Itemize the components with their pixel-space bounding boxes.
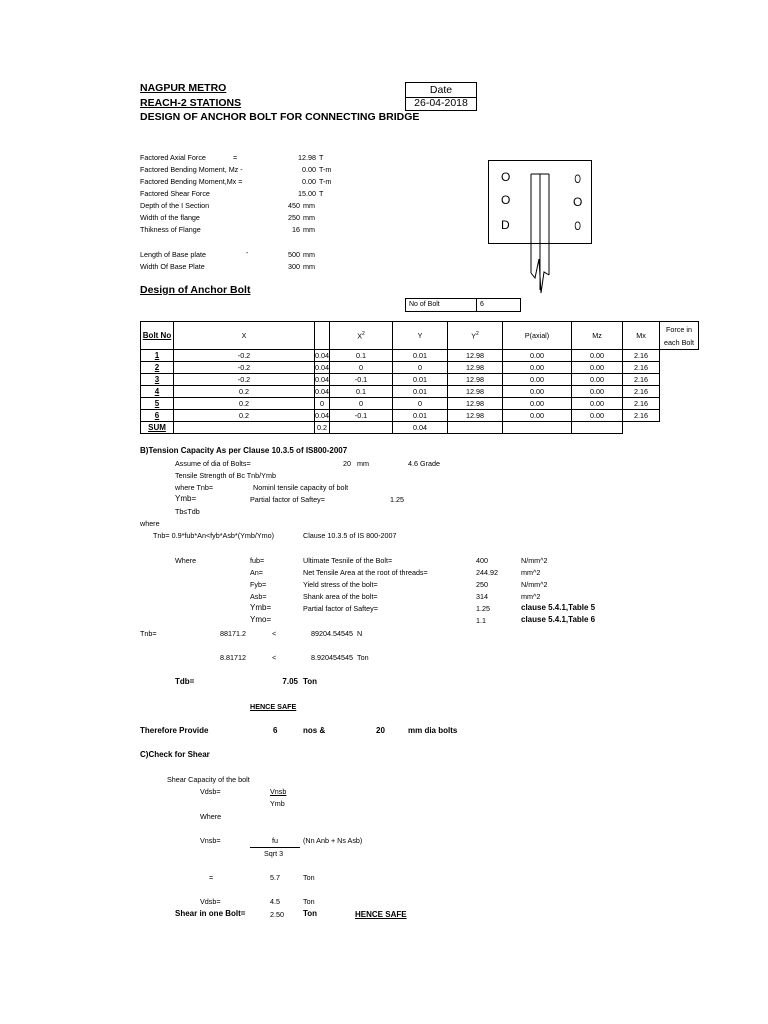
provide-count: 6 — [273, 726, 278, 735]
tnb-value-ton: 8.81712 — [220, 653, 246, 662]
table-cell: 0.00 — [572, 398, 623, 410]
table-header-row — [141, 322, 699, 350]
input-label: Factored Shear Force — [140, 189, 210, 198]
less-than: < — [272, 629, 277, 638]
equals-sign: = — [209, 873, 214, 882]
table-cell: 0.2 — [315, 422, 330, 434]
table-cell: 12.98 — [448, 374, 503, 386]
table-cell: -0.2 — [174, 350, 315, 362]
column-header: $X^2$ — [330, 322, 393, 350]
input-label: Length of Base plate — [140, 250, 206, 259]
tnb-value-n: 88171.2 — [220, 629, 246, 638]
vnsb-value: 5.7 — [270, 873, 280, 882]
input-label: Factored Bending Moment, Mz - — [140, 165, 243, 174]
tnb-unit-n: N — [357, 629, 363, 638]
table-cell: 0.04 — [393, 422, 448, 434]
vnsb-label: Vnsb= — [200, 836, 221, 845]
tnb-unit-ton: Ton — [357, 653, 369, 662]
provide-nos: nos & — [303, 726, 326, 735]
input-value: 15.00 — [298, 189, 316, 198]
input-unit: mm — [303, 225, 315, 234]
tnb-limit-n: 89204.54545 — [311, 629, 353, 638]
ymb-label: Ymb= — [175, 494, 197, 503]
shear-formula: (Nn Anb + Ns Asb) — [303, 836, 363, 845]
input-unit: mm — [303, 250, 315, 259]
no-of-bolt-label: No of Bolt — [409, 301, 440, 308]
table-cell — [330, 422, 393, 434]
document-title: DESIGN OF ANCHOR BOLT FOR CONNECTING BRIDGE — [140, 111, 420, 123]
table-cell: 0.00 — [572, 410, 623, 422]
input-sep: = — [233, 153, 238, 162]
ymb-desc: Partial factor of Saftey= — [250, 495, 325, 504]
shear-one-bolt-unit: Ton — [303, 909, 318, 918]
table-cell: 0 — [315, 398, 330, 410]
vdsb-unit: Ton — [303, 897, 315, 906]
table-cell: 0.00 — [503, 362, 572, 374]
table-cell: -0.2 — [174, 374, 315, 386]
bolt-hole-mark: O — [501, 193, 511, 207]
param-symbol: An= — [250, 568, 263, 577]
param-symbol: Asb= — [250, 592, 267, 601]
param-reference: clause 5.4.1,Table 5 — [521, 603, 596, 612]
table-cell: 0.00 — [572, 350, 623, 362]
vnsb-numerator: Vnsb — [270, 787, 287, 796]
bolt-hole-mark: O — [573, 195, 583, 209]
tnb-formula: Tnb= 0.9*fub*An<fyb*Asb*(Ymb/Ymo) — [153, 531, 275, 540]
bolt-hole-mark: O — [501, 170, 511, 184]
table-cell: 0.00 — [572, 386, 623, 398]
column-header: Bolt No — [141, 322, 174, 350]
bolt-force-table — [140, 321, 699, 434]
table-cell: 0.00 — [572, 374, 623, 386]
sum-label: SUM — [141, 422, 174, 434]
shear-safe-label: HENCE SAFE — [355, 910, 407, 919]
input-unit: T-m — [319, 165, 332, 174]
input-unit: T — [319, 153, 324, 162]
table-cell: 0 — [330, 362, 393, 374]
table-cell: 0.1 — [330, 386, 393, 398]
table-row — [141, 374, 699, 386]
table-cell: 2.16 — [623, 410, 660, 422]
where-text: Where — [200, 812, 222, 821]
date-label: Date — [405, 82, 477, 98]
column-header: Mx — [623, 322, 660, 350]
table-cell: 0.00 — [503, 350, 572, 362]
table-cell: 0.04 — [315, 375, 329, 384]
param-desc: Ultimate Tesnile of the Bolt= — [303, 556, 393, 565]
input-unit: T — [319, 189, 324, 198]
tension-safe-label: HENCE SAFE — [250, 702, 297, 711]
bolt-number: 5 — [141, 398, 174, 410]
table-cell: 0.04 — [315, 363, 329, 372]
nominal-text: Nominl tensile capacity of bolt — [253, 483, 349, 492]
fu-numerator: fu — [272, 836, 278, 845]
input-sep: - — [246, 248, 249, 257]
bolt-number: 1 — [141, 350, 174, 362]
table-cell: 0.1 — [330, 350, 393, 362]
project-title: NAGPUR METRO — [140, 82, 227, 94]
tnb-limit-ton: 8.920454545 — [311, 653, 353, 662]
param-value: 1.25 — [476, 604, 490, 613]
param-symbol: Ymb= — [250, 603, 272, 612]
provide-desc: mm dia bolts — [408, 726, 458, 735]
where-text: Where — [175, 556, 197, 565]
table-cell: 2.16 — [623, 350, 660, 362]
tb-tdb: Tb≤Tdb — [175, 507, 200, 516]
table-cell: 12.98 — [448, 350, 503, 362]
param-desc: Net Tensile Area at the root of threads= — [303, 568, 428, 577]
design-heading: Design of Anchor Bolt — [140, 284, 251, 296]
bolt-hole-mark: D — [501, 218, 510, 232]
vnsb-unit: Ton — [303, 873, 315, 882]
column-header: $Y^2$ — [448, 322, 503, 350]
tdb-value: 7.05 — [282, 677, 298, 686]
vdsb-value: 4.5 — [270, 897, 280, 906]
param-unit: N/mm^2 — [521, 580, 548, 589]
param-desc: Yield stress of the bolt= — [303, 580, 378, 589]
input-label: Factored Axial Force — [140, 153, 206, 162]
where-tnb: where Tnb= — [175, 483, 214, 492]
table-cell: 0.2 — [174, 410, 315, 422]
column-header: X — [174, 322, 315, 350]
tdb-unit: Ton — [303, 677, 318, 686]
column-header: Force in each Bolt — [660, 322, 699, 350]
tension-heading: B)Tension Capacity As per Clause 10.3.5 of IS800-2007 — [140, 446, 348, 455]
input-value: 16 — [292, 225, 300, 234]
input-unit: mm — [303, 213, 315, 222]
table-cell: 2.16 — [623, 374, 660, 386]
clause-ref: Clause 10.3.5 of IS 800-2007 — [303, 531, 397, 540]
no-of-bolt-value: 6 — [476, 299, 484, 311]
input-label: Width Of Base Plate — [140, 262, 205, 271]
bolt-number: 6 — [141, 410, 174, 422]
table-cell — [448, 422, 503, 434]
shear-one-bolt-label: Shear in one Bolt= — [175, 909, 246, 918]
vdsb-label: Vdsb= — [200, 897, 221, 906]
shear-capacity-text: Shear Capacity of the bolt — [167, 775, 250, 784]
table-cell: 2.16 — [623, 362, 660, 374]
column-header: P(axial) — [503, 322, 572, 350]
table-cell: 0 — [330, 398, 393, 410]
table-cell: -0.1 — [330, 374, 393, 386]
no-of-bolt-box — [405, 298, 521, 312]
param-value: 244.92 — [476, 568, 498, 577]
table-cell: 12.98 — [448, 386, 503, 398]
shear-heading: C)Check for Shear — [140, 750, 210, 759]
table-row — [141, 362, 699, 374]
provide-label: Therefore Provide — [140, 726, 209, 735]
input-value: 300 — [288, 262, 300, 271]
ymb-value: 1.25 — [390, 495, 404, 504]
param-symbol: fub= — [250, 556, 265, 565]
table-cell: 2.16 — [623, 386, 660, 398]
table-cell: 12.98 — [448, 410, 503, 422]
table-cell: 0 — [393, 362, 448, 374]
param-symbol: Ymo= — [250, 615, 272, 624]
param-value: 314 — [476, 592, 488, 601]
bolt-number: 3 — [141, 374, 174, 386]
table-cell — [503, 422, 572, 434]
input-value: 0.00 — [302, 165, 316, 174]
table-cell: 0.00 — [503, 386, 572, 398]
input-value: 500 — [288, 250, 300, 259]
input-label: Factored Bending Moment,Mx = — [140, 177, 243, 186]
table-cell: 0.04 — [315, 411, 329, 420]
input-value: 450 — [288, 201, 300, 210]
shear-one-bolt-value: 2.50 — [270, 910, 284, 919]
param-symbol: Fyb= — [250, 580, 267, 589]
column-header: Y — [393, 322, 448, 350]
table-cell: 0 — [393, 398, 448, 410]
table-cell: 0.2 — [174, 398, 315, 410]
param-reference: clause 5.4.1,Table 6 — [521, 615, 596, 624]
table-cell: 0.01 — [393, 386, 448, 398]
input-label: Depth of the I Section — [140, 201, 210, 210]
bolt-grade: 4.6 Grade — [408, 459, 440, 468]
less-than: < — [272, 653, 277, 662]
table-cell — [174, 422, 315, 434]
bolt-hole-mark: O — [574, 172, 581, 186]
bolt-number: 4 — [141, 386, 174, 398]
param-value: 250 — [476, 580, 488, 589]
input-value: 250 — [288, 213, 300, 222]
table-cell: 2.16 — [623, 398, 660, 410]
column-header: Mz — [572, 322, 623, 350]
bolt-hole-mark: O — [574, 219, 581, 233]
tdb-label: Tdb= — [175, 677, 195, 686]
table-cell: 0.00 — [503, 410, 572, 422]
table-cell: 0.04 — [315, 351, 329, 360]
assume-unit: mm — [357, 459, 369, 468]
table-cell: 12.98 — [448, 398, 503, 410]
table-row — [141, 350, 699, 362]
table-cell: -0.2 — [174, 362, 315, 374]
table-cell: 0.04 — [315, 387, 329, 396]
input-unit: mm — [303, 262, 315, 271]
table-cell: 0.00 — [503, 374, 572, 386]
table-cell: 0.2 — [174, 386, 315, 398]
table-sum-row — [141, 422, 699, 434]
ymb-denominator: Ymb — [270, 799, 285, 808]
project-subtitle: REACH-2 STATIONS — [140, 97, 242, 109]
table-cell — [572, 422, 623, 434]
table-row — [141, 386, 699, 398]
table-cell: 0.00 — [572, 362, 623, 374]
param-unit: mm^2 — [521, 568, 541, 577]
input-label: Thikness of Flange — [140, 225, 201, 234]
param-value: 1.1 — [476, 616, 486, 625]
assume-value: 20 — [343, 459, 351, 468]
bolt-number: 2 — [141, 362, 174, 374]
table-row — [141, 410, 699, 422]
input-unit: T-m — [319, 177, 332, 186]
table-cell: 0.00 — [503, 398, 572, 410]
input-value: 0.00 — [302, 177, 316, 186]
tnb-label: Tnb= — [140, 629, 157, 638]
tensile-strength-text: Tensile Strength of Bc Tnb/Ymb — [175, 471, 276, 480]
param-unit: N/mm^2 — [521, 556, 548, 565]
assume-label: Assume of dia of Bolts= — [175, 459, 251, 468]
input-unit: mm — [303, 201, 315, 210]
input-value: 12.98 — [298, 153, 316, 162]
param-value: 400 — [476, 556, 488, 565]
date-value: 26-04-2018 — [405, 96, 477, 111]
param-desc: Shank area of the bolt= — [303, 592, 378, 601]
vdsb-label: Vdsb= — [200, 787, 221, 796]
input-label: Width of the flange — [140, 213, 200, 222]
provide-dia: 20 — [376, 726, 385, 735]
fraction-line — [250, 847, 300, 848]
param-desc: Partial factor of Saftey= — [303, 604, 378, 613]
param-unit: mm^2 — [521, 592, 541, 601]
table-cell: 0.01 — [393, 410, 448, 422]
table-row — [141, 398, 699, 410]
table-cell: 0.01 — [393, 350, 448, 362]
table-cell: -0.1 — [330, 410, 393, 422]
sqrt3-denominator: Sqrt 3 — [264, 849, 284, 858]
table-cell: 12.98 — [448, 362, 503, 374]
where-text: where — [140, 519, 160, 528]
table-cell: 0.01 — [393, 374, 448, 386]
